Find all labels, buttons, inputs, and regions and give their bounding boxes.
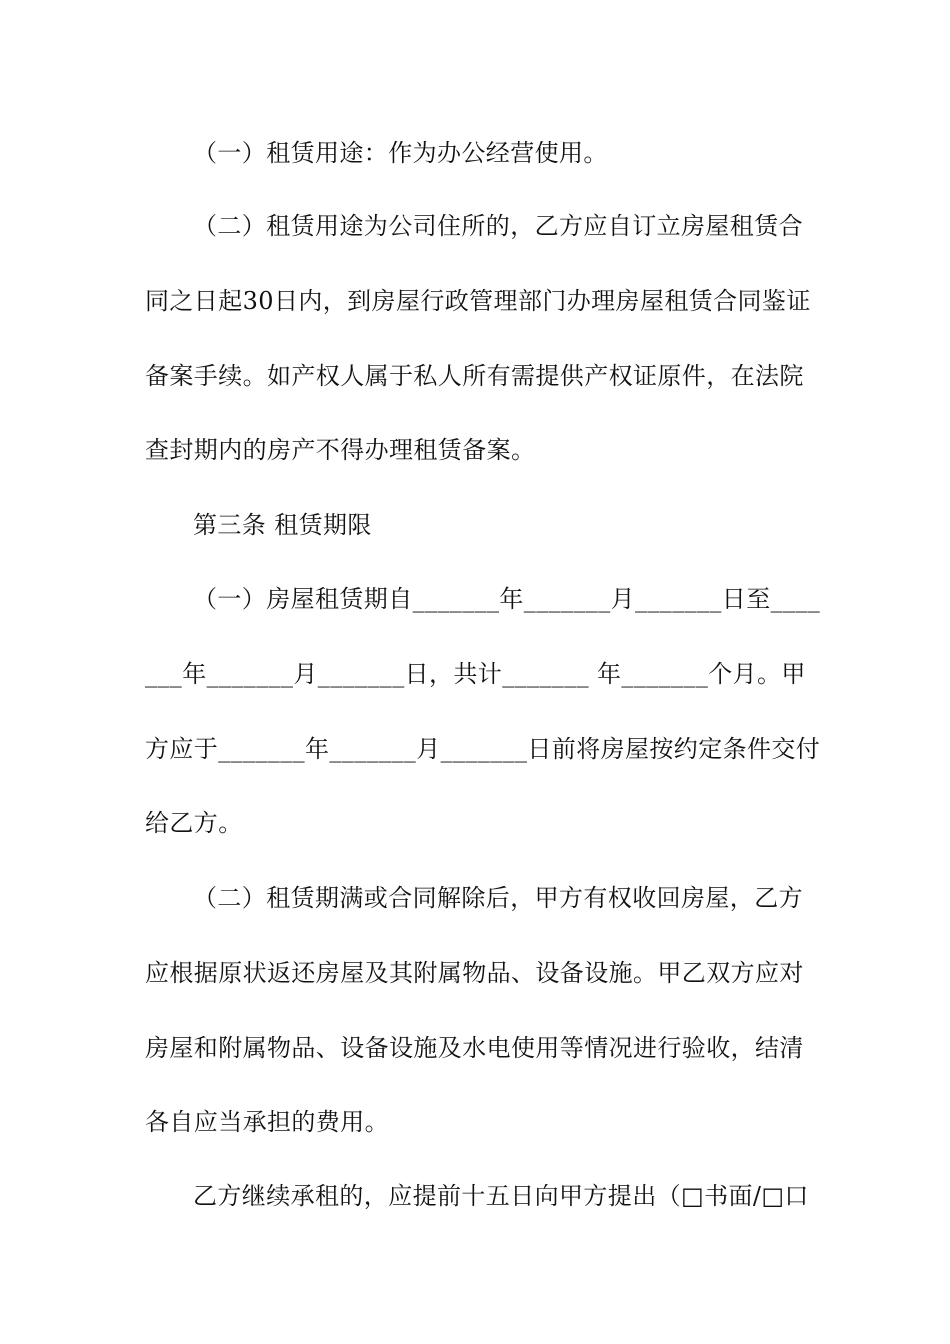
- text-line-15: 乙方继续承租的，应提前十五日向甲方提出（□书面/□口: [193, 1182, 809, 1210]
- text-line-7: （一）房屋租赁期自_______年_______月_______日至____: [193, 585, 821, 613]
- text-line-13: 房屋和附属物品、设备设施及水电使用等情况进行验收，结清: [145, 1034, 804, 1062]
- section-heading-article-3: 第三条 租赁期限: [193, 511, 372, 539]
- text-line-4: 备案手续。如产权人属于私人所有需提供产权证原件，在法院: [145, 362, 804, 390]
- text-line-10: 给乙方。: [145, 809, 243, 837]
- text-line-3: 同之日起30日内，到房屋行政管理部门办理房屋租赁合同鉴证: [145, 287, 811, 315]
- text-line-12: 应根据原状返还房屋及其附属物品、设备设施。甲乙双方应对: [145, 959, 804, 987]
- text-line-11: （二）租赁期满或合同解除后，甲方有权收回房屋，乙方: [193, 884, 803, 912]
- text-line-14: 各自应当承担的费用。: [145, 1108, 389, 1136]
- text-line-1: （一）租赁用途：作为办公经营使用。: [193, 139, 608, 167]
- text-line-8: ___年_______月_______日，共计_______ 年_______个月。甲: [145, 660, 806, 688]
- text-line-5: 查封期内的房产不得办理租赁备案。: [145, 436, 536, 464]
- text-line-2: （二）租赁用途为公司住所的，乙方应自订立房屋租赁合: [193, 212, 803, 240]
- text-line-9: 方应于_______年_______月_______日前将房屋按约定条件交付: [145, 735, 821, 763]
